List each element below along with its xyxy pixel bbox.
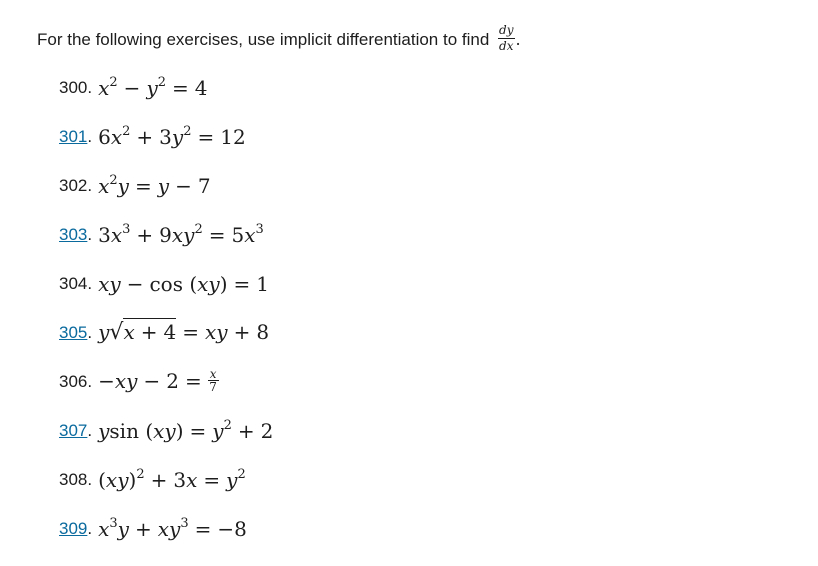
exercise-301 <box>59 112 273 161</box>
exercise-number: 304 <box>59 273 88 293</box>
equation: $3x^3 + 9xy^2 = 5x^3$ <box>98 221 264 247</box>
exercise-dot: . <box>87 175 93 195</box>
exercise-307 <box>59 406 273 455</box>
equation: −xy − 2 = $\frac{x}{7}$ <box>98 366 217 394</box>
exercise-number-link[interactable]: 303 <box>59 224 88 244</box>
equation: xy − cos (xy) = 1 <box>98 271 270 296</box>
instructions <box>37 20 521 60</box>
fraction-denominator: dx <box>499 39 514 54</box>
exercise-list <box>59 63 273 553</box>
equation: $x^2 - y^2 = 4$ <box>98 74 208 100</box>
exercise-number: 306 <box>59 371 88 391</box>
fraction-numerator: dy <box>499 23 514 38</box>
equation: $x^2y = y - 7$ <box>98 172 211 198</box>
exercise-number-link[interactable]: 301 <box>59 126 88 146</box>
exercise-304 <box>59 259 273 308</box>
exercise-308 <box>59 455 273 504</box>
exercise-dot: . <box>87 322 93 342</box>
equation: $6x^2 + 3y^2 = 12$ <box>98 123 246 149</box>
equation: y√x + 4 = xy + 8 <box>98 320 270 345</box>
exercise-dot: . <box>87 224 93 244</box>
exercise-302 <box>59 161 273 210</box>
exercise-306 <box>59 357 273 406</box>
exercise-305 <box>59 308 273 357</box>
exercise-dot: . <box>87 371 93 391</box>
equation: ysin $(xy) = y^2 + 2$ <box>98 417 274 443</box>
exercise-dot: . <box>87 77 93 97</box>
exercise-number-link[interactable]: 305 <box>59 322 88 342</box>
equation: $x^3y + xy^3 = -8$ <box>98 515 247 541</box>
exercise-dot: . <box>87 469 93 489</box>
exercise-dot: . <box>87 273 93 293</box>
exercise-number: 300 <box>59 77 88 97</box>
instructions-period: . <box>515 30 521 49</box>
exercise-dot: . <box>87 126 93 146</box>
instructions-text: For the following exercises, use implicit differentiation to find <box>37 30 490 49</box>
exercise-303 <box>59 210 273 259</box>
exercise-300 <box>59 63 273 112</box>
equation: $(xy)^2 + 3x = y^2$ <box>98 466 246 492</box>
exercise-dot: . <box>87 420 93 440</box>
exercise-309 <box>59 504 273 553</box>
dy-dx-fraction <box>498 24 514 53</box>
exercise-number-link[interactable]: 307 <box>59 420 88 440</box>
exercise-number-link[interactable]: 309 <box>59 518 88 538</box>
exercise-number: 302 <box>59 175 88 195</box>
exercise-number: 308 <box>59 469 88 489</box>
exercise-dot: . <box>87 518 93 538</box>
